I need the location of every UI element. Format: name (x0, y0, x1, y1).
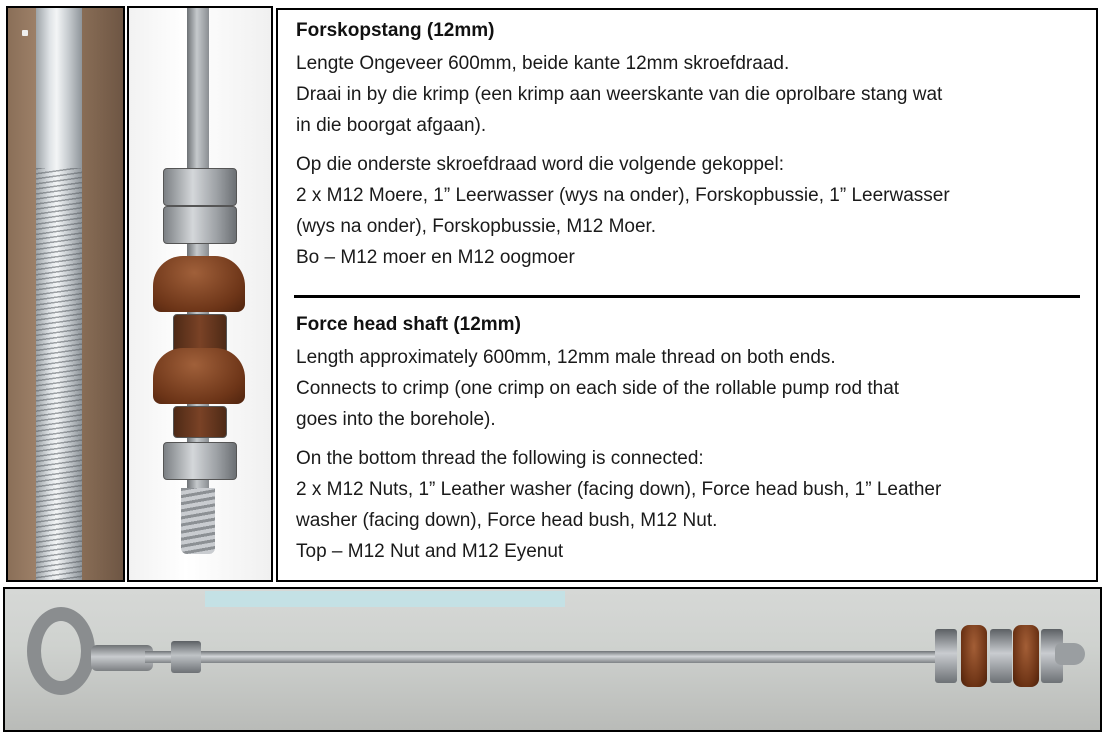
english-line: On the bottom thread the following is connected: (296, 448, 704, 469)
m12-nut-bottom (163, 442, 237, 480)
bottom-m12-nut (935, 629, 957, 683)
afrikaans-line: (wys na onder), Forskopbussie, M12 Moer. (296, 216, 657, 237)
leather-washer-lower (153, 348, 245, 404)
description-panel (276, 8, 1098, 582)
leather-washer-upper (153, 256, 245, 312)
english-title: Force head shaft (12mm) (296, 314, 521, 335)
top-m12-nut (171, 641, 201, 673)
english-line: Length approximately 600mm, 12mm male thread on both ends. (296, 347, 836, 368)
english-line: Top – M12 Nut and M12 Eyenut (296, 541, 564, 562)
afrikaans-line: Draai in by die krimp (een krimp aan weerskante van die oprolbare stang wat (296, 84, 943, 105)
shaft-rod (145, 651, 945, 663)
thread-tip (1055, 643, 1085, 665)
afrikaans-line: 2 x M12 Moere, 1” Leerwasser (wys na onder), Forskopbussie, 1” Leerwasser (296, 185, 950, 206)
threaded-rod-photo (6, 6, 125, 582)
force-head-bush (1013, 625, 1039, 687)
english-line: washer (facing down), Force head bush, M12 Nut. (296, 510, 718, 531)
background-tape (205, 591, 565, 607)
m12-nut-top (163, 168, 237, 206)
english-line: Connects to crimp (one crimp on each side of the rollable pump rod that (296, 378, 900, 399)
afrikaans-line: in die boorgat afgaan). (296, 115, 487, 136)
eyenut-neck (91, 645, 153, 671)
force-head-bush-lower (173, 406, 227, 438)
full-shaft-photo (3, 587, 1102, 732)
photo-speck (22, 30, 28, 36)
bottom-m12-nut (990, 629, 1012, 683)
afrikaans-title: Forskopstang (12mm) (296, 20, 495, 41)
afrikaans-line: Op die onderste skroefdraad word die volgende gekoppel: (296, 154, 784, 175)
afrikaans-line: Bo – M12 moer en M12 oogmoer (296, 247, 575, 268)
english-section (296, 314, 1082, 567)
rod-thread (36, 168, 82, 582)
afrikaans-section (296, 20, 1082, 273)
m12-nut-second (163, 206, 237, 244)
english-line: 2 x M12 Nuts, 1” Leather washer (facing down), Force head bush, 1” Leather (296, 479, 942, 500)
eyenut-ring (27, 607, 95, 695)
thread-stub (181, 488, 215, 554)
shaft-assembly-photo (127, 6, 273, 582)
afrikaans-line: Lengte Ongeveer 600mm, beide kante 12mm skroefdraad. (296, 53, 790, 74)
section-divider (294, 295, 1080, 298)
force-head-bush (961, 625, 987, 687)
english-line: goes into the borehole). (296, 409, 496, 430)
